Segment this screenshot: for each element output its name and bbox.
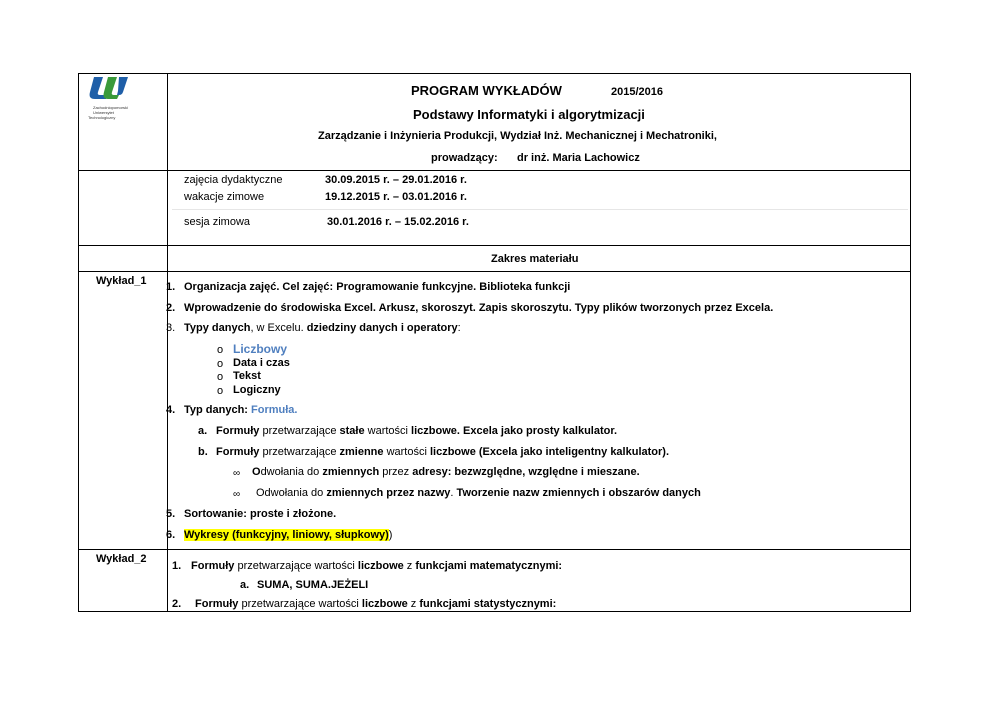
sub1-p1: O xyxy=(252,466,261,478)
lecture1-item4b-num: b. xyxy=(198,446,208,458)
row-divider-scope xyxy=(78,271,911,272)
row-divider-schedule xyxy=(78,245,911,246)
l2-item1-p3: liczbowe xyxy=(357,560,404,572)
lecture2-item2-text xyxy=(195,598,556,611)
l2-item2-p2: przetwarzające wartości xyxy=(238,598,362,610)
l2-item2-p5: funkcjami statystycznymi: xyxy=(419,598,557,610)
sub2-p2: zmiennych przez nazwy xyxy=(326,487,451,499)
lecture1-item4a-num: a. xyxy=(198,425,208,437)
schedule-label-1: zajęcia dydaktyczne xyxy=(184,174,283,186)
item4b-p3: zmienne xyxy=(339,446,384,458)
item4a-p5: liczbowe. Excela jako prosty kalkulator. xyxy=(411,425,618,437)
item4a-p1: Formuły xyxy=(216,425,260,437)
bullet-text-liczbowy: Liczbowy xyxy=(233,342,288,356)
item4-part-b: Formuła. xyxy=(251,404,298,416)
l2-item2-p3: liczbowe xyxy=(361,598,408,610)
sub1-p5: adresy: bezwzględne, względne i mieszane. xyxy=(412,466,640,478)
sub2-p4: Tworzenie nazw zmiennych i obszarów danych xyxy=(456,487,701,499)
lecture1-item1-num: 1. xyxy=(166,281,176,293)
item4b-p4: wartości xyxy=(383,446,430,458)
row-divider-lecture1 xyxy=(78,549,911,550)
lecture1-item4b-text xyxy=(216,446,669,459)
logo-mark-icon xyxy=(86,76,136,100)
bullet-mark: o xyxy=(217,371,224,383)
schedule-dates-3: 30.01.2016 r. – 15.02.2016 r. xyxy=(327,216,469,228)
item4a-p4: wartości xyxy=(364,425,412,437)
subject-title: Podstawy Informatyki i algorytmizacji xyxy=(413,107,645,122)
sub1-p3: zmiennych xyxy=(322,466,380,478)
lecture1-item5-text: Sortowanie: proste i złożone. xyxy=(184,508,337,520)
scope-header: Zakres materiału xyxy=(491,253,579,265)
item4b-p2: przetwarzające xyxy=(259,446,340,458)
lecture2-item1a-text: SUMA, SUMA.JEŻELI xyxy=(257,579,369,591)
lecture1-item2-text: Wprowadzenie do środowiska Excel. Arkusz, skoroszyt. Zapis skoroszytu. Typy plików tworzonych przez Excela. xyxy=(184,302,774,314)
table-border-top xyxy=(78,73,911,74)
bullet-mark: o xyxy=(217,358,224,370)
item4-part-a: Typ danych: xyxy=(184,404,252,416)
item3-part-b: , w Excelu. xyxy=(250,322,307,334)
sub1-p4: przez xyxy=(379,466,413,478)
item4a-p3: stałe xyxy=(339,425,365,437)
bullet-mark: o xyxy=(217,385,224,397)
university-logo xyxy=(86,76,136,100)
logo-caption-3: Technologiczny xyxy=(88,115,116,120)
lecture1-item4-text xyxy=(184,404,297,417)
lecture2-label: Wykład_2 xyxy=(96,553,147,565)
lecture1-item4-num: 4. xyxy=(166,404,176,416)
item3-part-d: : xyxy=(457,322,461,334)
item4b-p5: liczbowe (Excela jako inteligentny kalkulator). xyxy=(429,446,669,458)
item3-part-c: dziedziny danych i operatory xyxy=(306,322,458,334)
item4a-p2: przetwarzające xyxy=(259,425,340,437)
sub2-p3: . xyxy=(450,487,457,499)
l2-item2-p1: Formuły xyxy=(195,598,239,610)
page-title: PROGRAM WYKŁADÓW xyxy=(411,83,562,98)
table-border-right xyxy=(910,73,911,612)
table-border-bottom xyxy=(78,611,911,612)
l2-item1-p1: Formuły xyxy=(191,560,235,572)
l2-item1-p4: z xyxy=(403,560,416,572)
item6-tail: ) xyxy=(388,529,393,541)
schedule-label-2: wakacje zimowe xyxy=(184,191,265,203)
lecture1-item3-text xyxy=(184,322,461,335)
item4b-p1: Formuły xyxy=(216,446,260,458)
l2-item2-p4: z xyxy=(407,598,420,610)
academic-year: 2015/2016 xyxy=(611,86,663,98)
item3-part-a: Typy danych xyxy=(184,322,251,334)
infinity-bullet-icon: ∞ xyxy=(233,489,241,500)
l2-item1-p2: przetwarzające wartości xyxy=(234,560,358,572)
lecturer-label: prowadzący: xyxy=(431,152,498,164)
bullet-text-data: Data i czas xyxy=(233,357,290,369)
logo-caption-1: Zachodniopomorski xyxy=(93,105,128,110)
lecture1-sub2-text xyxy=(256,487,701,500)
faculty-line: Zarządzanie i Inżynieria Produkcji, Wydział Inż. Mechanicznej i Mechatroniki, xyxy=(318,130,717,142)
infinity-bullet-icon: ∞ xyxy=(233,468,241,479)
schedule-dates-1: 30.09.2015 r. – 29.01.2016 r. xyxy=(325,174,467,186)
row-divider-header xyxy=(78,170,911,171)
sub2-p1: Odwołania do xyxy=(256,487,327,499)
lecture2-item1-text xyxy=(191,560,562,573)
lecture2-item1a-num: a. xyxy=(240,579,250,591)
lecture1-item3-num: 3. xyxy=(166,322,176,334)
schedule-separator xyxy=(172,209,908,210)
lecture1-item6-text xyxy=(184,529,392,542)
lecturer-name: dr inż. Maria Lachowicz xyxy=(517,152,640,164)
schedule-label-3: sesja zimowa xyxy=(184,216,251,228)
lecture1-label: Wykład_1 xyxy=(96,275,147,287)
schedule-dates-2: 19.12.2015 r. – 03.01.2016 r. xyxy=(325,191,467,203)
lecture1-item2-num: 2. xyxy=(166,302,176,314)
lecture2-item2-num: 2. xyxy=(172,598,182,610)
item6-highlight: Wykresy (funkcyjny, liniowy, słupkowy) xyxy=(184,529,389,541)
lecture2-item1-num: 1. xyxy=(172,560,182,572)
table-border-left xyxy=(78,73,79,612)
lecture1-item1-text: Organizacja zajęć. Cel zajęć: Programowanie funkcyjne. Biblioteka funkcji xyxy=(184,281,571,293)
lecture1-sub1-text xyxy=(252,466,640,479)
lecture1-item4a-text xyxy=(216,425,617,438)
bullet-text-logiczny: Logiczny xyxy=(233,384,281,396)
bullet-text-tekst: Tekst xyxy=(233,370,261,382)
logo-caption-2: Uniwersytet xyxy=(93,110,114,115)
lecture1-item6-num: 6. xyxy=(166,529,176,541)
sub1-p2: dwołania do xyxy=(260,466,323,478)
l2-item1-p5: funkcjami matematycznymi: xyxy=(415,560,563,572)
lecture1-item5-num: 5. xyxy=(166,508,176,520)
bullet-mark: o xyxy=(217,344,224,356)
